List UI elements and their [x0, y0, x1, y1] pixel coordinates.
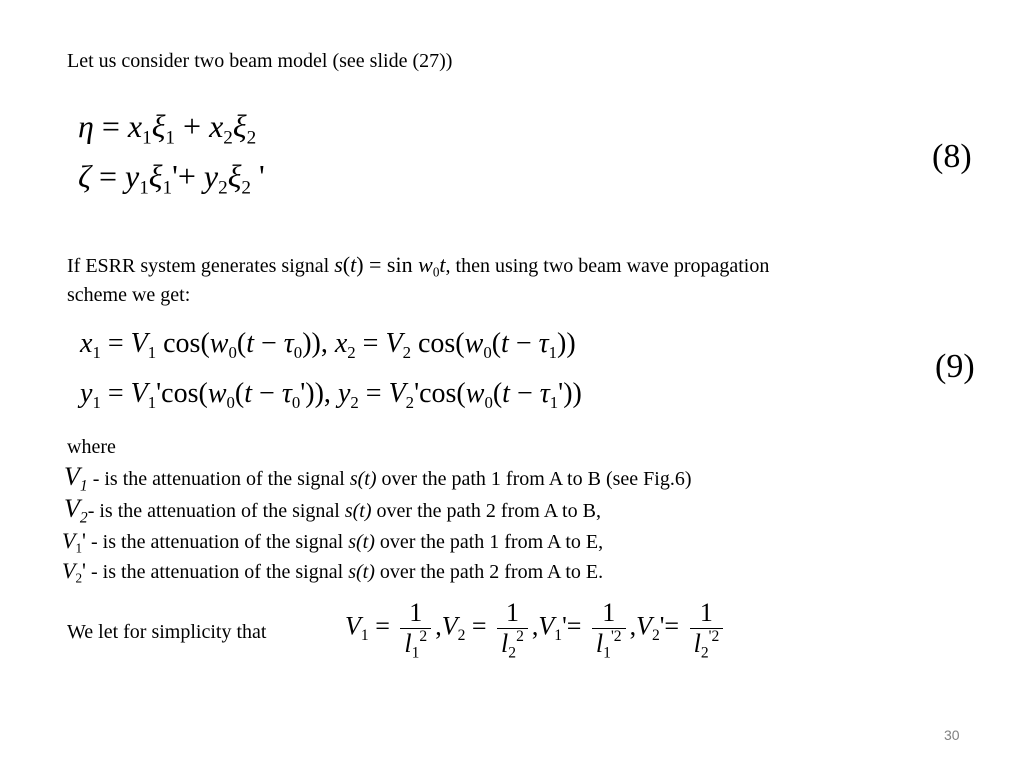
where-item-2-signal: s(t) — [344, 500, 372, 522]
where-item-4-signal: s(t) — [348, 561, 375, 583]
simplicity-text: We let for simplicity that — [67, 621, 267, 643]
where-item-4-pre: - is the attenuation of the signal — [86, 561, 349, 583]
where-item-2-post: over the path 2 from A to B, — [371, 500, 601, 522]
symbol-v2-prime: $V_2'$ — [62, 558, 87, 586]
where-item-1-pre: - is the attenuation of the signal — [92, 468, 350, 490]
where-item-2-pre: - is the attenuation of the signal — [87, 500, 345, 522]
equation-8-line-2: $\zeta = y_1\xi_1'+ y_2\xi_2$ ' — [78, 158, 265, 199]
signal-sentence-suffix: , then using two beam wave propagation — [445, 255, 770, 277]
fraction-v2-prime: $\frac{1}{l_2^{'2}}$ — [690, 598, 724, 659]
equation-9-line-1: $x_1 = V_1$ $\cos(w_0(t - \tau_0))$, $x_2 = V_2$ $\cos(w_0(t - \tau_1))$ — [80, 328, 576, 362]
equation-9-number: (9) — [935, 348, 975, 385]
where-item-4-post: over the path 2 from A to E. — [374, 561, 604, 583]
where-label: where — [67, 436, 116, 458]
equation-8 — [78, 108, 265, 208]
fraction-v1: $\frac{1}{l_1^2}$ — [400, 598, 431, 659]
where-item-1-signal: s(t) — [349, 468, 377, 490]
fraction-v1-prime: $\frac{1}{l_1^{'2}}$ — [592, 598, 626, 659]
equation-9-line-2: $y_1 = V_1'\cos(w_0(t - \tau_0'))$, $y_2 = V_2'\cos(w_0(t - \tau_1'))$ — [80, 378, 582, 412]
where-item-3 — [62, 528, 603, 554]
symbol-v2: $V_2$ — [64, 494, 88, 527]
page-number: 30 — [944, 727, 960, 743]
signal-formula: $s(t) = \sin w_0t$ — [334, 252, 446, 280]
equation-8-number: (8) — [932, 138, 972, 175]
fraction-v2: $\frac{1}{l_2^2}$ — [497, 598, 528, 659]
symbol-v1-prime: $V_1'$ — [62, 528, 87, 556]
equation-9 — [80, 328, 582, 428]
where-item-4 — [62, 558, 603, 584]
where-item-2 — [64, 494, 601, 527]
simplicity-formula: $V_1$ = $\frac{1}{l_1^2}$ $,V_2$ = $\frac{1}{l_2^2}$ $,V_1'=$ $\frac{1}{l_1^{'2}}$ $,V_2'=$ $\frac{1}{l_2^{'2}}$ — [345, 598, 727, 659]
signal-sentence-line-2: scheme we get: — [67, 284, 191, 306]
symbol-v1: $V_1$ — [64, 462, 88, 495]
where-item-3-pre: - is the attenuation of the signal — [86, 531, 349, 553]
equation-8-line-1: $\eta = x_1\xi_1 + x_2\xi_2$ — [78, 108, 257, 149]
where-item-1-post: over the path 1 from A to B (see Fig.6) — [376, 468, 692, 490]
signal-sentence-prefix: If ESRR system generates signal — [67, 255, 330, 277]
where-item-3-signal: s(t) — [348, 531, 375, 553]
where-item-1 — [64, 462, 692, 495]
intro-text: Let us consider two beam model (see slide (27)) — [67, 50, 453, 72]
where-item-3-post: over the path 1 from A to E, — [374, 531, 604, 553]
signal-sentence — [67, 252, 769, 278]
